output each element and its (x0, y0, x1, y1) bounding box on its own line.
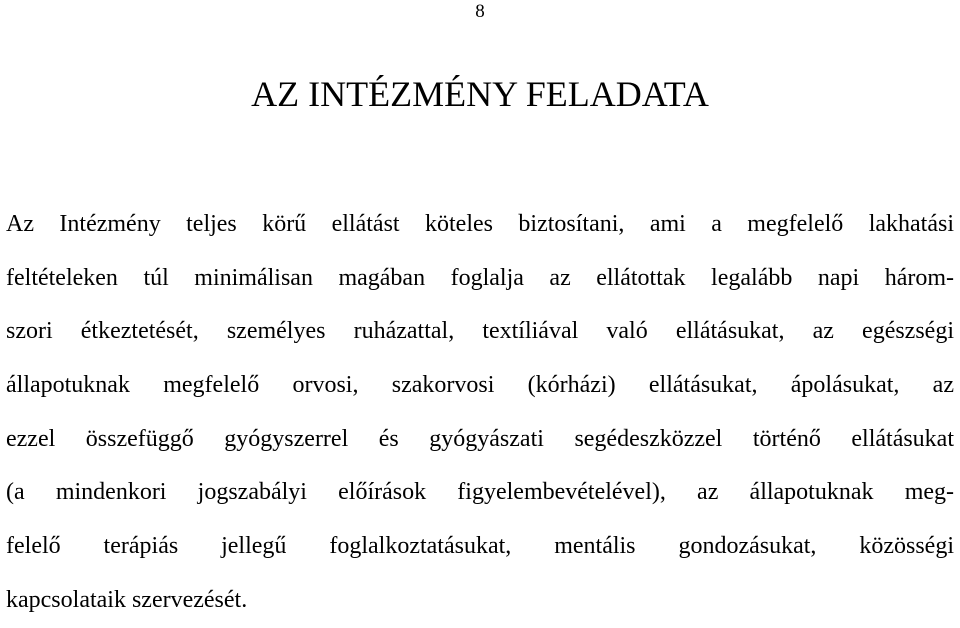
page-number: 8 (475, 1, 485, 22)
paragraph-line: felelő terápiás jellegű foglalkoztatásukat, mentális gondozásukat, közösségi (6, 533, 954, 560)
paragraph-line: állapotuknak megfelelő orvosi, szakorvosi (kórházi) ellátásukat, ápolásukat, az (6, 372, 954, 399)
paragraph-line: (a mindenkori jogszabályi előírások figyelembevételével), az állapotuknak meg- (6, 479, 954, 506)
paragraph-line: feltételeken túl minimálisan magában foglalja az ellátottak legalább napi három- (6, 264, 954, 291)
paragraph-line: ezzel összefüggő gyógyszerrel és gyógyászati segédeszközzel történő ellátásukat (6, 425, 954, 452)
paragraph-line: kapcsolataik szervezését. (6, 586, 248, 613)
page-title: AZ INTÉZMÉNY FELADATA (251, 74, 709, 114)
paragraph-line: Az Intézmény teljes körű ellátást köteles biztosítani, ami a megfelelő lakhatási (6, 211, 954, 237)
body-paragraph (6, 198, 954, 628)
paragraph-line: szori étkeztetését, személyes ruházattal, textíliával való ellátásukat, az egészségi (6, 318, 954, 345)
